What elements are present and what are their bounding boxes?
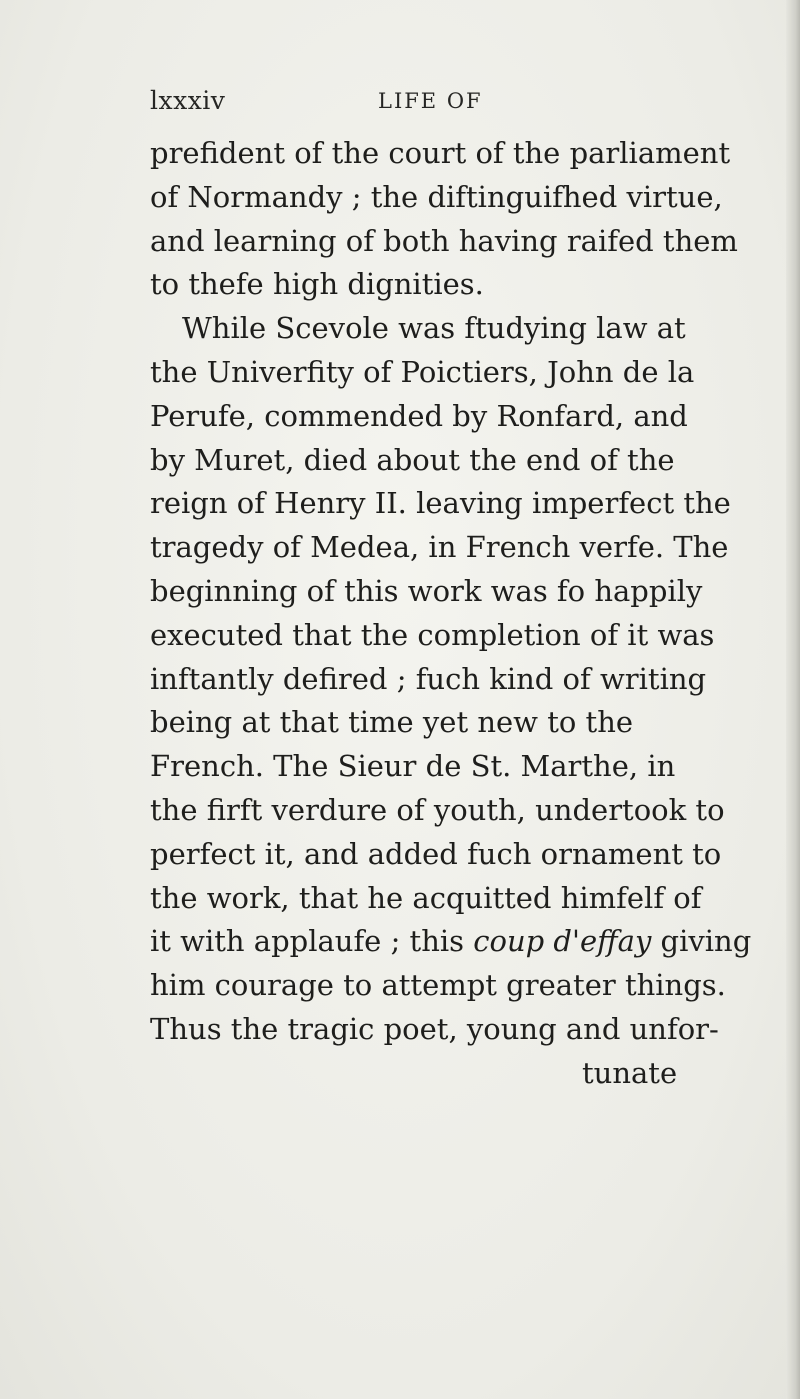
- italic-phrase: coup d'effay: [473, 924, 652, 959]
- text-line: being at that time yet new to the: [150, 705, 634, 740]
- text-line: and learning of both having raifed them: [150, 223, 738, 258]
- running-head: LIFE OF: [378, 89, 483, 113]
- text-line: While Scevole was ftudying law at: [182, 311, 686, 346]
- text-segment: it with applaufe ; this: [150, 924, 474, 959]
- text-line: Perufe, commended by Ronfard, and: [150, 398, 688, 433]
- text-line: by Muret, died about the end of the: [150, 442, 675, 477]
- catchword: tunate: [582, 1055, 678, 1090]
- text-line: beginning of this work was fo happily: [150, 573, 703, 608]
- text-line: the firft verdure of youth, undertook to: [150, 792, 725, 827]
- text-line: inftantly defired ; fuch kind of writing: [150, 661, 707, 696]
- text-line: the Univerfity of Poictiers, John de la: [150, 354, 695, 389]
- text-line: reign of Henry II. leaving imperfect the: [150, 486, 731, 521]
- text-line: French. The Sieur de St. Marthe, in: [150, 749, 676, 784]
- text-segment: giving: [651, 924, 752, 959]
- page-header: [150, 86, 670, 126]
- text-line: prefident of the court of the parliament: [150, 136, 731, 170]
- text-line: executed that the completion of it was: [150, 617, 715, 652]
- text-line: to thefe high dignities.: [150, 267, 484, 302]
- body-text: [150, 132, 798, 1096]
- text-line: tragedy of Medea, in French verfe. The: [150, 530, 729, 565]
- text-line: him courage to attempt greater things.: [150, 968, 726, 1003]
- text-line: the work, that he acquitted himfelf of: [150, 880, 702, 915]
- text-line: [150, 920, 798, 964]
- text-line: of Normandy ; the diftinguifhed virtue,: [150, 179, 723, 214]
- page-number: lxxxiv: [150, 86, 226, 115]
- text-line: Thus the tragic poet, young and unfor-: [150, 1011, 719, 1046]
- text-line: perfect it, and added fuch ornament to: [150, 836, 722, 871]
